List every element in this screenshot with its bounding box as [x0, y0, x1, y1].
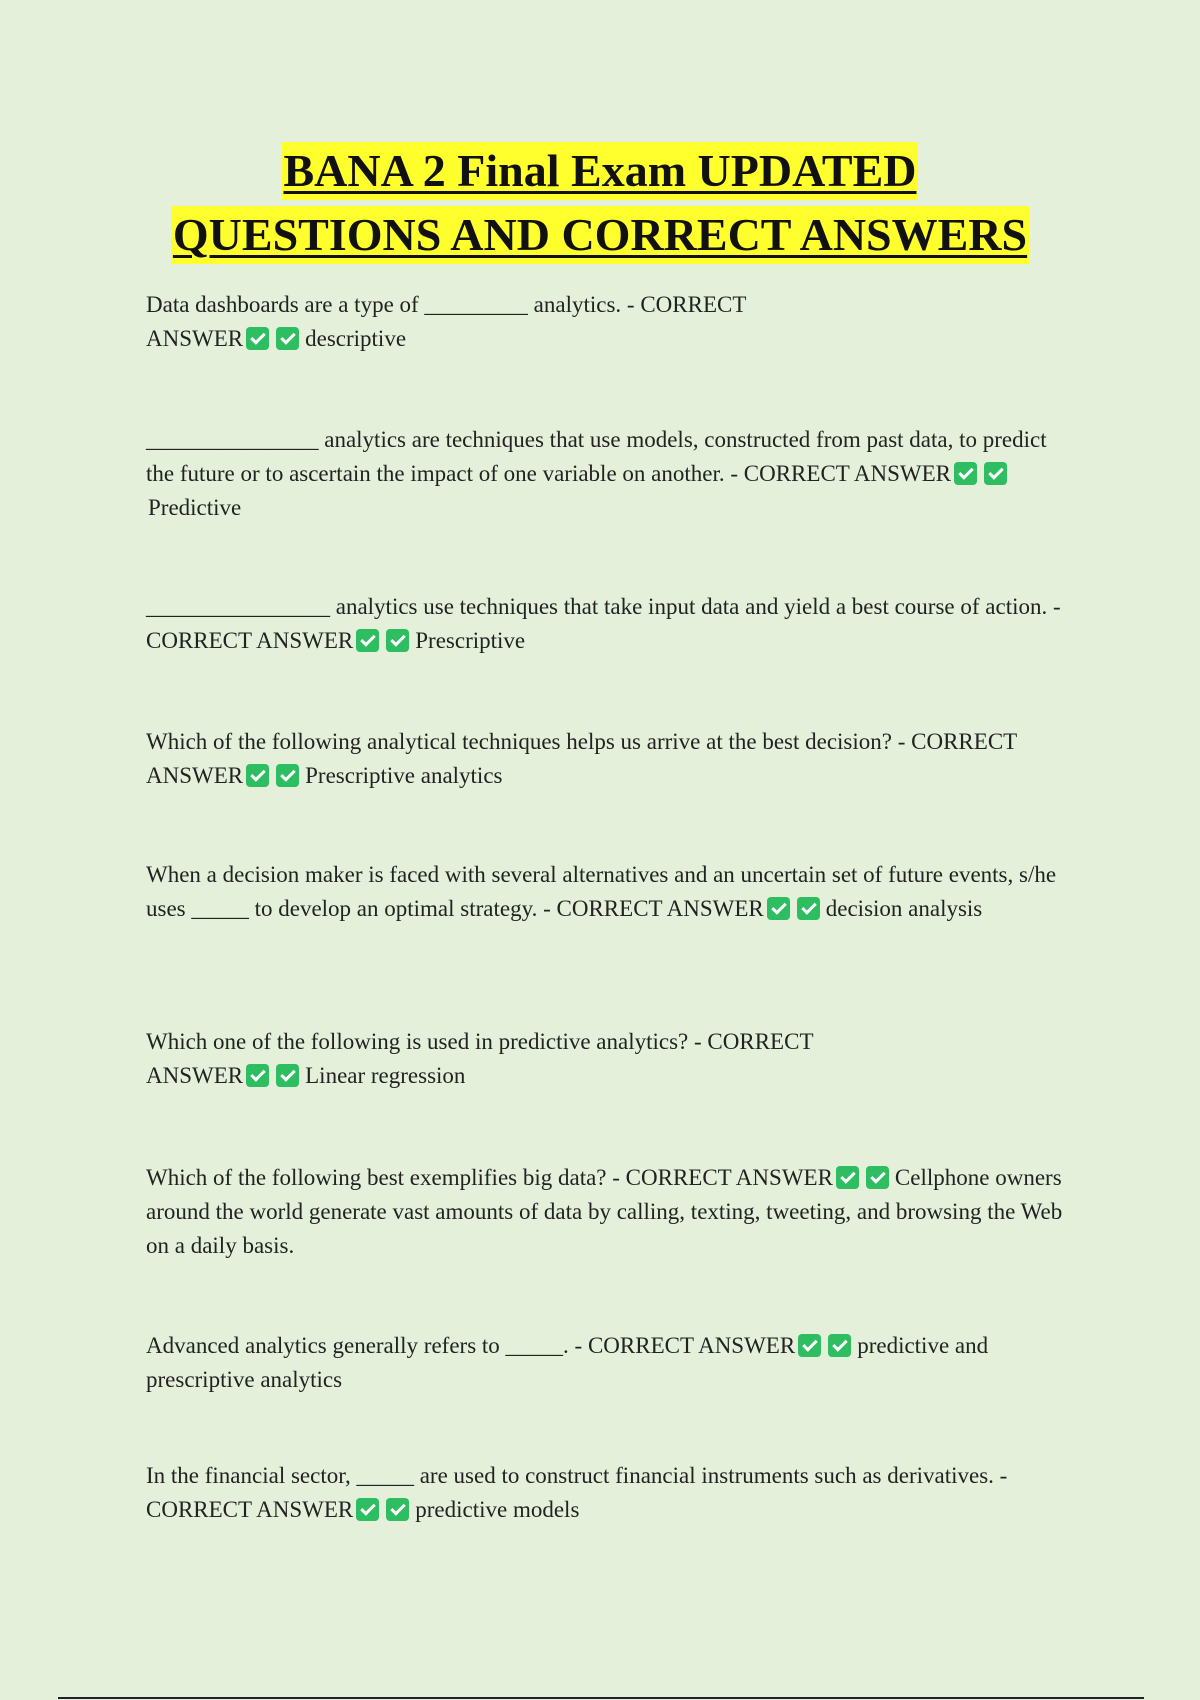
question-text: Which of the following best exemplifies big data? - CORRECT ANSWER	[146, 1165, 833, 1190]
answer-text: predictive models	[415, 1497, 580, 1522]
check-mark-icon	[276, 764, 299, 787]
question-text: When a decision maker is faced with several alternatives and an uncertain set of future events, s/he uses _____ to develop an optimal strategy. - CORRECT ANSWER	[146, 862, 1057, 921]
qa-item	[146, 1025, 866, 1093]
question-text: Which of the following analytical techniques helps us arrive at the best decision? - CORRECT ANSWER	[146, 729, 1017, 788]
qa-item	[146, 1459, 1066, 1527]
check-mark-icon	[954, 462, 977, 485]
title-line-2: QUESTIONS AND CORRECT ANSWERS	[171, 206, 1029, 264]
check-mark-icon	[276, 1064, 299, 1087]
check-mark-icon	[246, 327, 269, 350]
check-mark-icon	[836, 1166, 859, 1189]
answer-text: Prescriptive	[415, 628, 526, 653]
qa-item	[146, 590, 1066, 658]
title-line-1: BANA 2 Final Exam UPDATED	[282, 142, 919, 200]
qa-item	[146, 725, 1066, 793]
question-text: Data dashboards are a type of _________ analytics. - CORRECT ANSWER	[146, 292, 746, 351]
qa-item	[146, 1161, 1066, 1263]
qa-item	[146, 858, 1066, 926]
check-mark-icon	[828, 1334, 851, 1357]
check-mark-icon	[798, 1334, 821, 1357]
question-text: ________________ analytics use techniques that take input data and yield a best course of action. - CORRECT ANSWER	[146, 594, 1061, 653]
check-mark-icon	[356, 629, 379, 652]
question-text: In the financial sector, _____ are used to construct financial instruments such as derivatives. - CORRECT ANSWER	[146, 1463, 1008, 1522]
check-mark-icon	[276, 327, 299, 350]
answer-text: Prescriptive analytics	[305, 763, 503, 788]
check-mark-icon	[866, 1166, 889, 1189]
answer-text: Predictive	[148, 495, 242, 520]
check-mark-icon	[797, 897, 820, 920]
qa-item	[146, 288, 786, 356]
answer-text: descriptive	[305, 326, 407, 351]
answer-text: decision analysis	[825, 896, 983, 921]
check-mark-icon	[767, 897, 790, 920]
answer-text: predictive and prescriptive analytics	[146, 1333, 989, 1392]
question-text: _______________ analytics are techniques that use models, constructed from past data, to predict the future or to ascertain the impact of one variable on another. - CORRECT ANSWER	[146, 427, 1047, 486]
question-text: Advanced analytics generally refers to _____. - CORRECT ANSWER	[146, 1333, 796, 1358]
document-title	[0, 142, 1200, 270]
check-mark-icon	[246, 1064, 269, 1087]
qa-item	[146, 423, 1066, 525]
check-mark-icon	[984, 462, 1007, 485]
check-mark-icon	[386, 629, 409, 652]
question-text: Which one of the following is used in predictive analytics? - CORRECT ANSWER	[146, 1029, 814, 1088]
answer-text: Linear regression	[305, 1063, 466, 1088]
check-mark-icon	[246, 764, 269, 787]
page-bottom-rule	[58, 1697, 1144, 1699]
check-mark-icon	[386, 1498, 409, 1521]
qa-item	[146, 1329, 1066, 1397]
check-mark-icon	[356, 1498, 379, 1521]
answer-text: Cellphone owners around the world generate vast amounts of data by calling, texting, tweeting, and browsing the Web on a daily basis.	[146, 1165, 1063, 1258]
